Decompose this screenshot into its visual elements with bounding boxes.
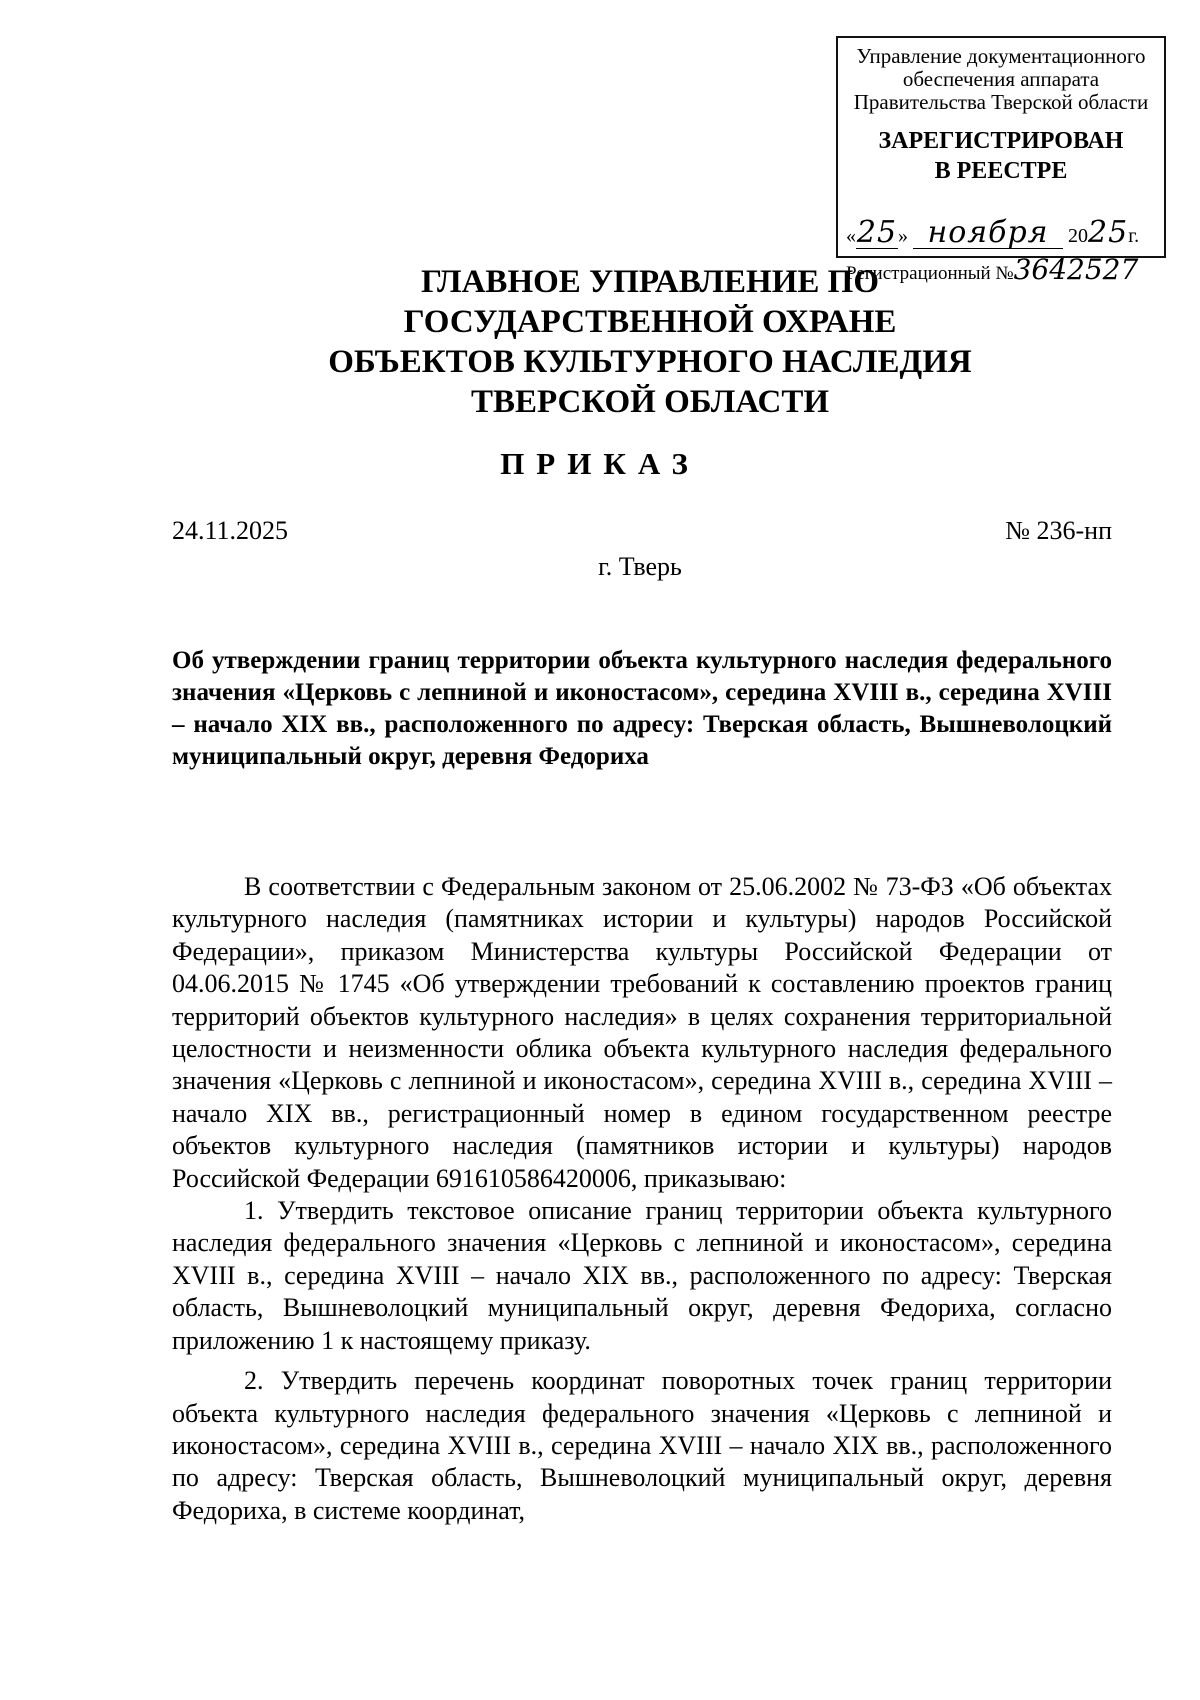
organization-name xyxy=(120,262,1180,422)
stamp-office-line: обеспечения аппарата xyxy=(902,67,1100,91)
org-line: ГОСУДАРСТВЕННОЙ ОХРАНЕ xyxy=(403,304,897,340)
stamp-quote-close: » xyxy=(898,225,908,247)
stamp-year-suffix: 25 xyxy=(1088,215,1129,250)
org-line: ГЛАВНОЕ УПРАВЛЕНИЕ ПО xyxy=(421,264,879,300)
body-item-2: 2. Утвердить перечень координат поворотных точек границ территории объекта культурного наследия федерального значения «Церковь с лепниной и иконостасом», середина XVIII в., середина XVIII – начало XIX вв., расположенного по адресу: Тверская область, Вышневолоцкий муниципальный округ, деревня Федориха, в системе координат, xyxy=(172,1366,1112,1525)
stamp-registered-line: ЗАРЕГИСТРИРОВАН xyxy=(878,128,1124,154)
document-subject: Об утверждении границ территории объекта культурного наследия федерального значения «Церковь с лепниной и иконостасом», середина XVIII в., середина XVIII – начало XIX вв., расположенного по адресу: Тверская область, Вышневолоцкий муниципальный округ, деревня Федориха xyxy=(172,647,1112,770)
stamp-month: ноября xyxy=(913,218,1063,249)
body-preamble: В соответствии с Федеральным законом от 25.06.2002 № 73-ФЗ «Об объектах культурного наследия (памятниках истории и культуры) народов Российской Федерации», приказом Министерства культуры Российской Федерации от 04.06.2015 № 1745 «Об утверждении требований к составлению проектов границ территорий объектов культурного наследия» в целях сохранения территориальной целостности и неизменности облика объекта культурного наследия федерального значения «Церковь с лепниной и иконостасом», середина XVIII в., середина XVIII – начало XIX вв., регистрационный номер в едином государственном реестре объектов культурного наследия (памятников истории и культуры) народов Российской Федерации 691610586420006, приказываю: xyxy=(172,872,1112,1193)
stamp-registered-line: В РЕЕСТРЕ xyxy=(934,158,1068,184)
stamp-year-label: г. xyxy=(1128,225,1140,247)
stamp-quote-open: « xyxy=(846,225,856,247)
stamp-date xyxy=(846,215,1158,250)
stamp-day: 25 xyxy=(856,215,898,250)
document-body xyxy=(172,871,1112,1527)
document-number: № 236-нп xyxy=(1005,516,1112,545)
stamp-reg-number-label: Регистрационный № xyxy=(846,263,1014,284)
stamp-reg-number-value: 3642527 xyxy=(1013,253,1139,286)
document-type-title: ПРИКАЗ xyxy=(500,446,700,481)
body-item-1: 1. Утвердить текстовое описание границ территории объекта культурного наследия федерального значения «Церковь с лепниной и иконостасом», середина XVIII в., середина XVIII – начало XIX вв., расположенного по адресу: Тверская область, Вышневолоцкий муниципальный округ, деревня Федориха, согласно приложению 1 к настоящему приказу. xyxy=(172,1196,1112,1355)
registration-stamp xyxy=(836,36,1166,286)
org-line: ТВЕРСКОЙ ОБЛАСТИ xyxy=(470,384,830,420)
document-city: г. Тверь xyxy=(598,552,682,581)
stamp-year-prefix: 20 xyxy=(1068,225,1088,247)
stamp-office-line: Управление документационного xyxy=(856,44,1146,68)
stamp-registered xyxy=(838,126,1164,186)
document-date: 24.11.2025 xyxy=(172,516,289,545)
org-line: ОБЪЕКТОВ КУЛЬТУРНОГО НАСЛЕДИЯ xyxy=(328,344,972,380)
stamp-office-line: Правительства Тверской области xyxy=(853,90,1149,114)
stamp-office xyxy=(838,45,1164,114)
